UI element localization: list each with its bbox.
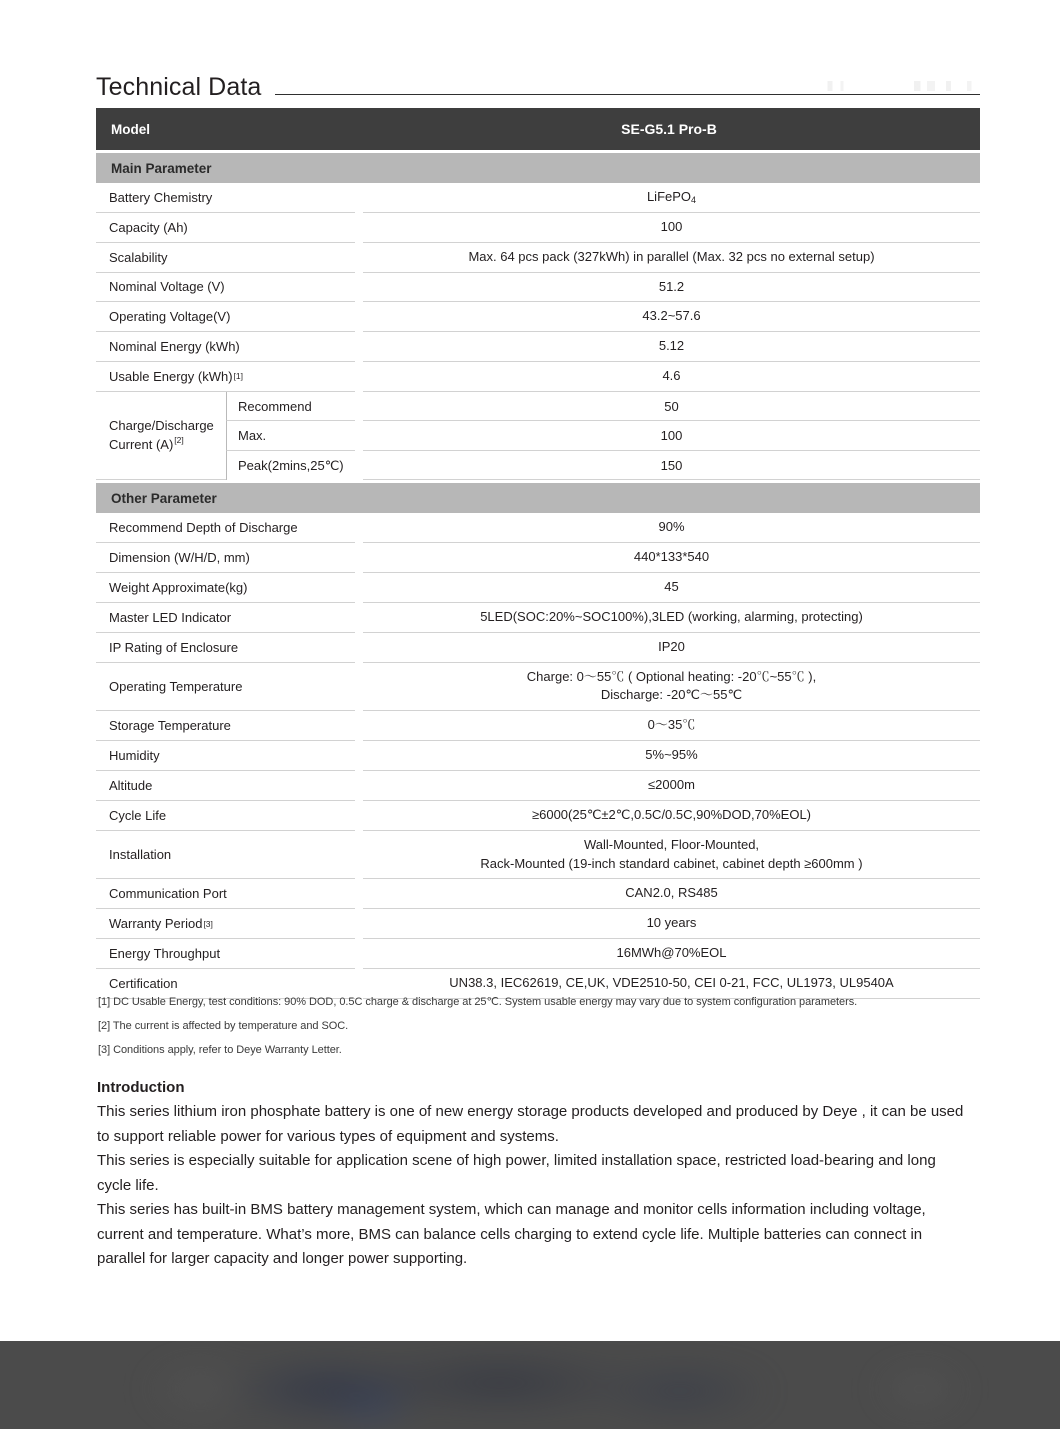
column-gap [355, 392, 363, 422]
row-value: 51.2 [363, 273, 980, 303]
footnote-1: [1] DC Usable Energy, test conditions: 90% DOD, 0.5C charge & discharge at 25℃. System usable energy may vary due to system configuration parameters. [98, 996, 858, 1008]
table-row [96, 543, 980, 573]
row-value: 90% [363, 513, 980, 543]
row-label: Communication Port [96, 879, 355, 909]
value-formula-subscript: 4 [691, 195, 697, 205]
table-row [96, 969, 980, 999]
table-row [96, 302, 980, 332]
column-gap [355, 213, 363, 243]
table-subrow [226, 421, 980, 451]
group-label-line1: Charge/Discharge [109, 417, 214, 433]
table-header-model-row [96, 108, 980, 150]
footnote-marker: [2] [174, 435, 184, 446]
row-value: ≤2000m [363, 771, 980, 801]
row-label: Master LED Indicator [96, 603, 355, 633]
subrow-value: 50 [363, 392, 980, 422]
table-row [96, 362, 980, 392]
footnote-2: [2] The current is affected by temperature and SOC. [98, 1019, 349, 1032]
table-row [96, 513, 980, 543]
subrow-label: Max. [226, 421, 355, 451]
footnotes-block [98, 996, 982, 1067]
table-row [96, 243, 980, 273]
group-label-line2: Current (A) [109, 436, 174, 452]
column-gap [355, 573, 363, 603]
group-label [96, 392, 226, 481]
row-label: Nominal Voltage (V) [96, 273, 355, 303]
table-subrow [226, 451, 980, 481]
row-label: Cycle Life [96, 801, 355, 831]
title-rule [275, 94, 980, 95]
introduction-heading: Introduction [97, 1079, 185, 1096]
column-gap [355, 543, 363, 573]
column-gap [355, 513, 363, 543]
row-value-line1: Wall-Mounted, Floor-Mounted, [583, 836, 760, 852]
footer-blurred-content [80, 1345, 980, 1425]
row-label: Energy Throughput [96, 939, 355, 969]
row-value [363, 663, 980, 712]
column-gap [355, 939, 363, 969]
row-value: 4.6 [363, 362, 980, 392]
row-value: Max. 64 pcs pack (327kWh) in parallel (Max. 32 pcs no external setup) [363, 243, 980, 273]
row-label: Recommend Depth of Discharge [96, 513, 355, 543]
row-value: 16MWh@70%EOL [363, 939, 980, 969]
column-gap [355, 243, 363, 273]
row-value: 440*133*540 [363, 543, 980, 573]
footnote-3: [3] Conditions apply, refer to Deye Warranty Letter. [98, 1043, 342, 1056]
table-row [96, 273, 980, 303]
row-label: Usable Energy (kWh) [1] [96, 362, 355, 392]
section-header-other-parameter [96, 483, 980, 513]
table-row [96, 663, 980, 712]
subrow-value: 150 [363, 451, 980, 481]
table-row [96, 711, 980, 741]
table-row [96, 213, 980, 243]
row-value: CAN2.0, RS485 [363, 879, 980, 909]
row-label: Installation [96, 831, 355, 880]
column-gap [355, 183, 363, 213]
section-header-main-parameter [96, 153, 980, 183]
row-value-line2: Discharge: -20℃～55℃ [600, 687, 743, 703]
row-value: ≥6000(25℃±2℃,0.5C/0.5C,90%DOD,70%EOL) [363, 801, 980, 831]
row-value: IP20 [363, 633, 980, 663]
row-label: IP Rating of Enclosure [96, 633, 355, 663]
column-gap [355, 831, 363, 880]
table-row [96, 633, 980, 663]
charge-discharge-current-group [96, 392, 980, 481]
table-row [96, 603, 980, 633]
column-gap [355, 302, 363, 332]
table-row [96, 771, 980, 801]
column-gap [355, 801, 363, 831]
table-row [96, 801, 980, 831]
row-label: Operating Voltage(V) [96, 302, 355, 332]
column-gap [355, 879, 363, 909]
row-label: Capacity (Ah) [96, 213, 355, 243]
row-value: 5.12 [363, 332, 980, 362]
table-row [96, 183, 980, 213]
table-row [96, 332, 980, 362]
column-gap [355, 273, 363, 303]
section-header-label: Main Parameter [111, 160, 212, 176]
page-footer-band [0, 1341, 1060, 1429]
row-label: Humidity [96, 741, 355, 771]
row-label: Nominal Energy (kWh) [96, 332, 355, 362]
row-value: UN38.3, IEC62619, CE,UK, VDE2510-50, CEI 0-21, FCC, UL1973, UL9540A [363, 969, 980, 999]
column-gap [355, 969, 363, 999]
row-value [363, 183, 980, 213]
column-gap [355, 362, 363, 392]
row-value: 0～35℃ [363, 711, 980, 741]
row-label: Scalability [96, 243, 355, 273]
row-label: Weight Approximate(kg) [96, 573, 355, 603]
column-gap [355, 421, 363, 451]
introduction-block [97, 1079, 967, 1272]
introduction-paragraph-2: This series is especially suitable for application scene of high power, limited installation space, restricted load-bearing and long cycle life. [97, 1152, 936, 1194]
row-label: Altitude [96, 771, 355, 801]
row-value-line1: Charge: 0～55℃ ( Optional heating: -20℃~55℃ ), [526, 668, 817, 684]
column-gap [355, 332, 363, 362]
subrow-value: 100 [363, 421, 980, 451]
introduction-paragraph-3: This series has built-in BMS battery management system, which can manage and monitor cells information including voltage, current and temperature. What’s more, BMS can balance cells charging to extend cycle life. Multiple batteries can connect in parallel for larger capacity and longer power supporting. [97, 1201, 926, 1267]
table-row [96, 909, 980, 939]
column-gap [355, 741, 363, 771]
table-row [96, 573, 980, 603]
group-subrows [226, 392, 980, 481]
column-gap [355, 451, 363, 481]
column-gap [355, 909, 363, 939]
introduction-paragraph-1: This series lithium iron phosphate battery is one of new energy storage products developed and produced by Deye , it can be used to support reliable power for various types of equipment and systems. [97, 1103, 964, 1145]
row-label: Battery Chemistry [96, 183, 355, 213]
technical-data-table [96, 108, 980, 999]
row-value [363, 831, 980, 880]
table-row [96, 939, 980, 969]
row-label: Storage Temperature [96, 711, 355, 741]
row-value-line2: Rack-Mounted (19-inch standard cabinet, cabinet depth ≥600mm ) [480, 855, 863, 871]
page-title-row [96, 62, 980, 102]
table-row [96, 879, 980, 909]
table-row [96, 831, 980, 880]
row-value: 43.2~57.6 [363, 302, 980, 332]
row-value: 5%~95% [363, 741, 980, 771]
row-label-text: Warranty Period [109, 916, 203, 932]
row-label: Warranty Period [3] [96, 909, 355, 939]
row-value: 10 years [363, 909, 980, 939]
value-formula-base: LiFePO [646, 189, 692, 204]
title-faint-artifact [818, 81, 978, 91]
column-gap [355, 711, 363, 741]
table-subrow [226, 392, 980, 422]
row-value: 5LED(SOC:20%~SOC100%),3LED (working, alarming, protecting) [363, 603, 980, 633]
column-gap [355, 633, 363, 663]
row-label: Operating Temperature [96, 663, 355, 712]
model-header-label: Model [111, 121, 150, 137]
subrow-label: Peak(2mins,25℃) [226, 451, 355, 481]
model-header-value: SE-G5.1 Pro-B [621, 121, 717, 137]
section-header-label: Other Parameter [111, 490, 217, 506]
subrow-label: Recommend [226, 392, 355, 422]
column-gap [355, 771, 363, 801]
page-title: Technical Data [96, 73, 262, 101]
column-gap [355, 603, 363, 633]
row-value: 45 [363, 573, 980, 603]
row-label-text: Usable Energy (kWh) [109, 368, 233, 384]
column-gap [355, 663, 363, 712]
table-row [96, 741, 980, 771]
row-label: Certification [96, 969, 355, 999]
row-label: Dimension (W/H/D, mm) [96, 543, 355, 573]
row-value: 100 [363, 213, 980, 243]
